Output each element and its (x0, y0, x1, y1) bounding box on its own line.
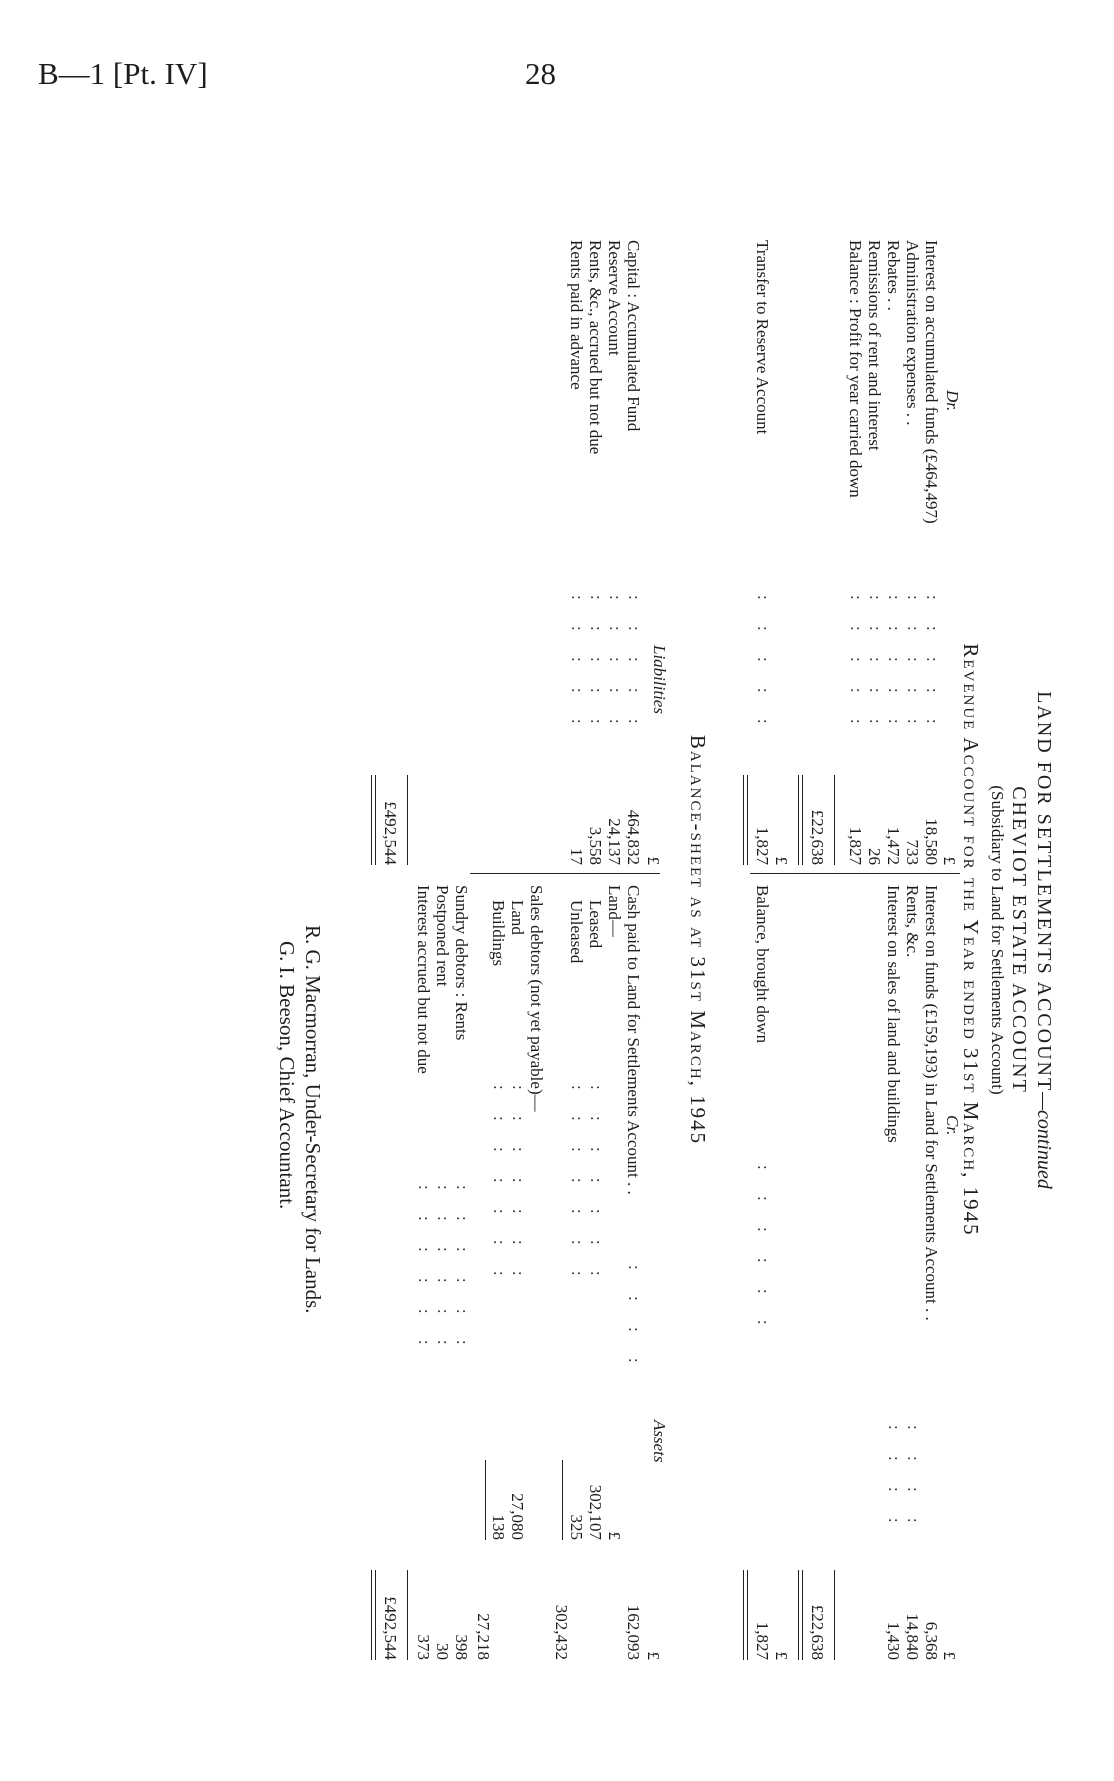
cr-label: Cr. (943, 1115, 962, 1136)
assets-label: Assets (650, 1420, 669, 1463)
dr-row-label: Rebates . . (884, 240, 903, 311)
liability-label: Rents, &c., accrued but not due (586, 240, 605, 455)
leased-label: Leased (586, 900, 605, 949)
balance-sheet-heading: Balance-sheet as at 31st March, 1945 (686, 734, 710, 1146)
balance-brought-down-amount: 1,827 (753, 1621, 772, 1660)
leader-dots: : : : : : (847, 595, 866, 735)
leader-dots: : : : : : (606, 595, 625, 735)
cr-row-label: Rents, &c. (903, 885, 922, 958)
revenue-dr-currency: £ (940, 856, 959, 865)
signature-under-secretary: R. G. Macmorran, Under-Secretary for Lands. (301, 925, 325, 1314)
dr-row-label: Interest on accumulated funds (£464,497) (922, 240, 941, 524)
sum-rule (834, 775, 835, 865)
liabilities-total: £492,544 (381, 801, 400, 865)
liabilities-currency: £ (644, 856, 663, 865)
revenue-dr-total: £22,638 (808, 809, 827, 865)
liability-amount: 24,137 (605, 818, 624, 865)
sales-buildings-amount: 138 (489, 1514, 508, 1540)
sum-rule (407, 775, 408, 865)
postponed-rent-amount: 30 (433, 1643, 452, 1660)
leader-dots: : : : : : (904, 595, 923, 735)
page-identifier: B—1 [Pt. IV] (38, 56, 208, 91)
leader-dots: : : : : : : : (490, 1085, 509, 1287)
leader-dots: : : : : : : : (509, 1085, 528, 1287)
rotated-account-page (150, 185, 1110, 1695)
leased-amount: 302,107 (586, 1484, 605, 1540)
total-double-rule (798, 1570, 803, 1660)
cr-row-label: Interest on funds (£159,193) in Land for Settlements Account . . (922, 885, 941, 1321)
transfer-cr-currency: £ (772, 1651, 791, 1660)
revenue-cr-currency: £ (940, 1651, 959, 1660)
account-title (1032, 185, 1055, 1695)
dr-row-label: Remissions of rent and interest (865, 240, 884, 451)
total-double-rule (371, 775, 376, 865)
liability-amount: 464,832 (624, 809, 643, 865)
dr-row-amount: 733 (903, 839, 922, 865)
sundry-debtors-label: Sundry debtors : Rents (452, 885, 471, 1041)
estate-title: CHEVIOT ESTATE ACCOUNT (1008, 786, 1030, 1094)
revenue-divider (790, 873, 960, 874)
sum-rule (407, 1570, 408, 1660)
interest-accrued-label: Interest accrued but not due (414, 885, 433, 1074)
leader-dots: : : : : (625, 1265, 644, 1374)
leader-dots: : : : : : : : (587, 1085, 606, 1287)
continued-note: —continued (1033, 1092, 1055, 1189)
leader-dots: : : : : : (625, 595, 644, 735)
dr-label: Dr. (943, 390, 962, 412)
cr-row-amount: 14,840 (903, 1613, 922, 1660)
revenue-cr-total: £22,638 (808, 1604, 827, 1660)
balance-brought-down-label: Balance, brought down (753, 885, 772, 1044)
assets-currency: £ (644, 1651, 663, 1660)
sales-debtors-label: Sales debtors (not yet payable)— (527, 885, 546, 1112)
leader-dots: : : : : : : (434, 1185, 453, 1356)
total-double-rule (743, 775, 748, 865)
cash-amount: 162,093 (624, 1604, 643, 1660)
transfer-label: Transfer to Reserve Account (753, 240, 772, 435)
liability-label: Capital : Accumulated Fund (624, 240, 643, 432)
liabilities-label: Liabilities (650, 645, 669, 714)
dr-row-label: Balance : Profit for year carried down (846, 240, 865, 498)
leader-dots: : : : : : (587, 595, 606, 735)
dr-row-amount: 18,580 (922, 818, 941, 865)
total-double-rule (798, 775, 803, 865)
land-total: 302,432 (552, 1604, 571, 1660)
liability-amount: 17 (567, 848, 586, 865)
leader-dots: : : : : : : (453, 1185, 472, 1356)
dr-row-amount: 1,827 (846, 826, 865, 865)
leader-dots: : : : : : (923, 595, 942, 735)
leader-dots: : : : : : : (754, 1165, 773, 1336)
land-label: Land— (605, 885, 624, 937)
transfer-dr-currency: £ (772, 856, 791, 865)
sales-land-amount: 27,080 (508, 1493, 527, 1540)
sales-buildings-label: Buildings (489, 900, 508, 967)
dr-row-label: Administration expenses . . (903, 240, 922, 426)
subtotal-rule (485, 1460, 486, 1540)
liability-label: Rents paid in advance (567, 240, 586, 390)
revenue-heading: Revenue Account for the Year ended 31st March, 1945 (959, 643, 983, 1237)
leader-dots: : : : : (904, 1425, 923, 1534)
dr-row-amount: 26 (865, 848, 884, 865)
signature-chief-accountant: G. I. Beeson, Chief Accountant. (275, 941, 299, 1210)
assets-total: £492,544 (381, 1596, 400, 1660)
subsidiary-note: (Subsidiary to Land for Settlements Account) (988, 785, 1007, 1095)
leader-dots: : : : : : (885, 595, 904, 735)
sundry-debtors-amount: 398 (452, 1634, 471, 1660)
interest-accrued-amount: 373 (414, 1634, 433, 1660)
liability-label: Reserve Account (605, 240, 624, 356)
postponed-rent-label: Postponed rent (433, 885, 452, 987)
cash-label: Cash paid to Land for Settlements Account . . (624, 885, 643, 1195)
transfer-amount: 1,827 (753, 826, 772, 865)
balance-divider (470, 873, 660, 874)
subtotal-rule (562, 1460, 563, 1540)
page-number: 28 (525, 56, 556, 91)
leader-dots: : : : : (885, 1425, 904, 1534)
leader-dots: : : : : : (568, 595, 587, 735)
leader-dots: : : : : : (866, 595, 885, 735)
transfer-divider (750, 873, 790, 874)
dr-row-amount: 1,472 (884, 826, 903, 865)
cr-row-label: Interest on sales of land and buildings (884, 885, 903, 1143)
land-currency: £ (605, 1531, 624, 1540)
account-title-text: LAND FOR SETTLEMENTS ACCOUNT (1033, 691, 1055, 1093)
sales-total: 27,218 (474, 1613, 493, 1660)
cr-row-amount: 1,430 (884, 1621, 903, 1660)
total-double-rule (371, 1570, 376, 1660)
unleased-label: Unleased (567, 900, 586, 964)
total-double-rule (743, 1570, 748, 1660)
sales-land-label: Land (508, 900, 527, 935)
sum-rule (834, 1570, 835, 1660)
leader-dots: : : : : : (754, 595, 773, 735)
cr-row-amount: 6,368 (922, 1621, 941, 1660)
leader-dots: : : : : : : : (568, 1085, 587, 1287)
leader-dots: : : : : : : (415, 1185, 434, 1356)
liability-amount: 3,558 (586, 826, 605, 865)
unleased-amount: 325 (567, 1514, 586, 1540)
